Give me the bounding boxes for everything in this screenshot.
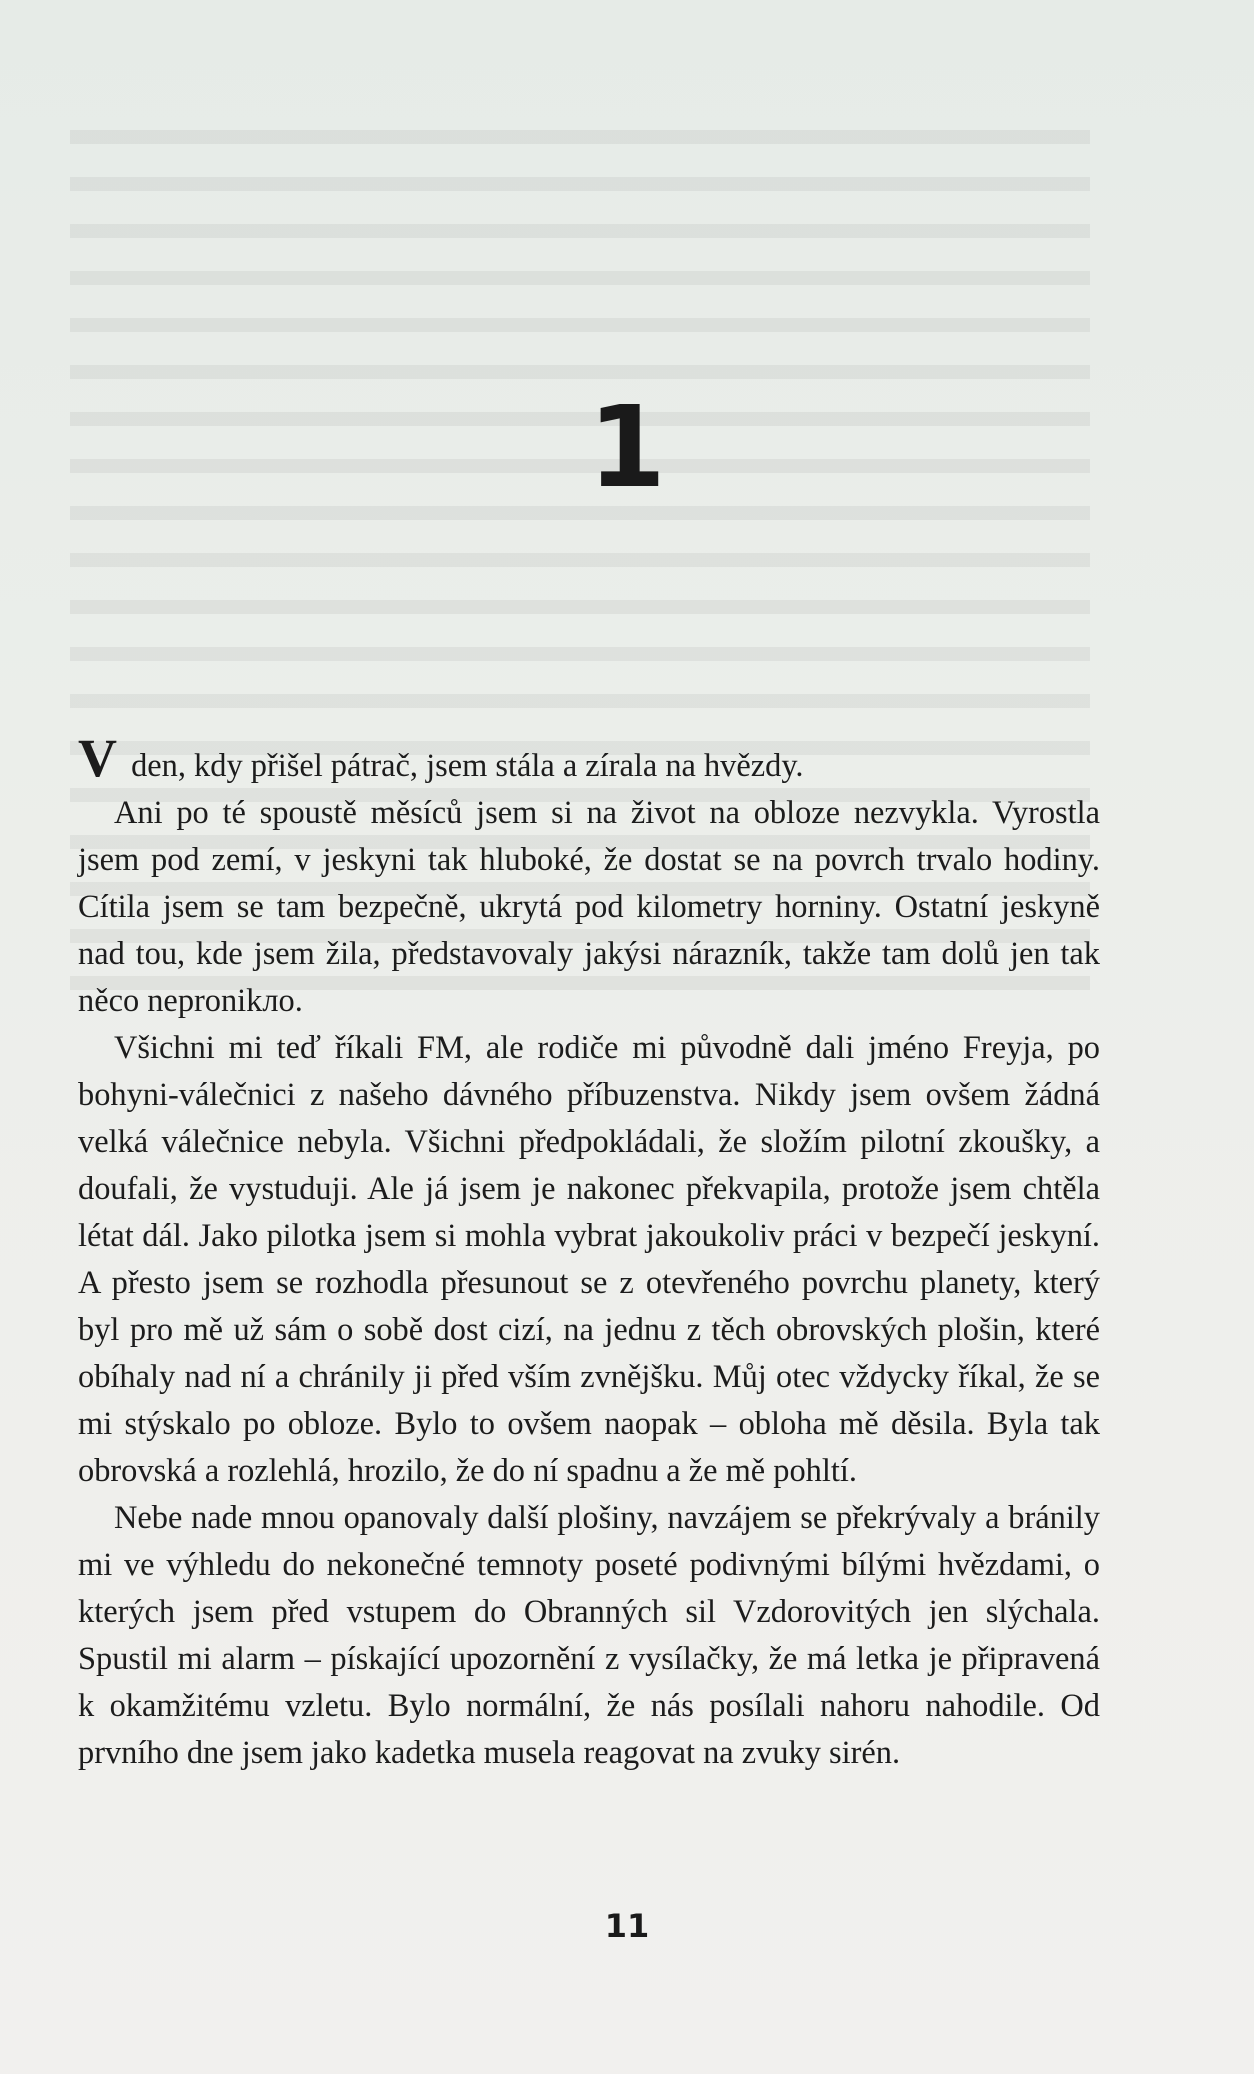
drop-cap: V [78, 728, 117, 788]
page-number: 11 [604, 1907, 650, 1945]
paragraph-3: Všichni mi teď říkali FM, ale rodiče mi původně dali jméno Freyja, po bohyni-válečnici z našeho dávného příbuzenstva. Nikdy jsem ovšem žádná velká válečnice nebyla. Všichni předpokládali, že složím pilotní zkoušky, a doufali, že vystuduji. Ale já jsem je nakonec překvapila, protože jsem chtěla létat dál. Jako pilotka jsem si mohla vybrat jakoukoliv práci v bezpečí jeskyní. A přesto jsem se rozhodla přesunout se z otevřeného povrchu planety, který byl pro mě už sám o sobě dost cizí, na jednu z těch obrovských plošin, které obíhaly nad ní a chránily ji před vším zvnějšku. Můj otec vždycky říkal, že se mi stýskalo po obloze. Bylo to ovšem naopak – obloha mě děsila. Byla tak obrovská a rozlehlá, hrozilo, že do ní spadnu a že mě pohltí. [78, 1030, 1100, 1489]
paragraph-2: Ani po té spoustě měsíců jsem si na život na obloze nezvykla. Vyrostla jsem pod zemí, v jeskyni tak hluboké, že dostat se na povrch trvalo hodiny. Cítila jsem se tam bezpečně, ukrytá pod kilometry horniny. Ostatní jeskyně nad tou, kde jsem žila, představovaly jakýsi nárazník, takže tam dolů jen tak něco nepronikло. [78, 795, 1100, 1019]
chapter-number: 1 [588, 383, 666, 513]
paragraph-1 [78, 728, 1100, 790]
paragraph-1-text: den, kdy přišel pátrač, jsem stála a zírala na hvězdy. [123, 748, 804, 784]
paragraph-4: Nebe nade mnou opanovaly další plošiny, navzájem se překrývaly a bránily mi ve výhledu do nekonečné temnoty poseté podivnými bílými hvězdami, o kterých jsem před vstupem do Obranných sil Vzdorovitých jen slýchala. Spustil mi alarm – pískající upozornění z vysílačky, že má letka je připravená k okamžitému vzletu. Bylo normální, že nás posílali nahoru nahodile. Od prvního dne jsem jako kadetka musela reagovat na zvuky sirén. [78, 1500, 1100, 1771]
chapter-body [78, 728, 1100, 1777]
